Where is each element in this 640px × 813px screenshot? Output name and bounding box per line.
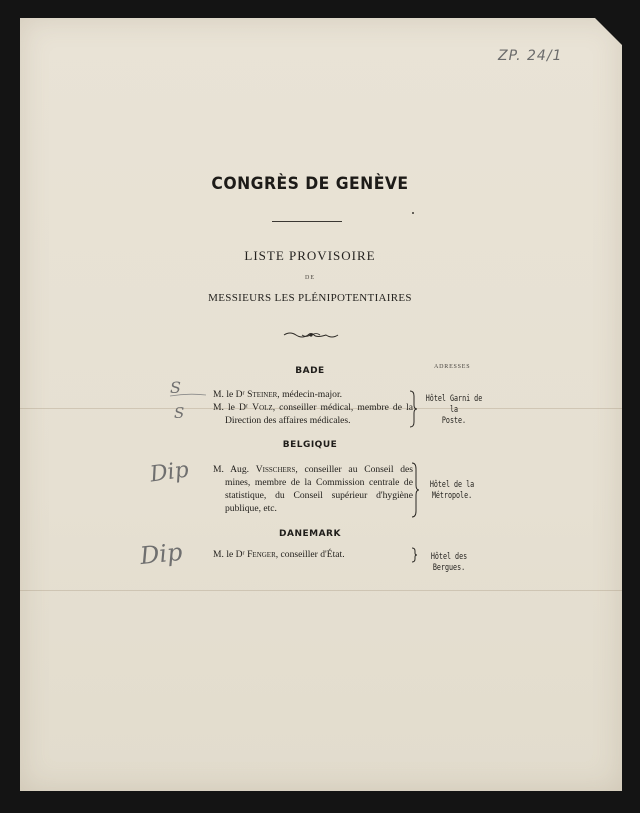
delegation-belgique (213, 463, 413, 515)
member-role: , conseiller médical, membre de la Direction des affaires médicales. (225, 402, 413, 426)
member-role: , médecin-major. (277, 389, 343, 400)
address-bade (422, 393, 486, 426)
delegation-bade (213, 388, 413, 427)
address-line: Hôtel Garni de la (425, 393, 483, 414)
address-danemark (415, 551, 484, 573)
margin-mark-dip: Dip (148, 457, 191, 488)
member-entry (213, 463, 413, 515)
address-belgique (414, 479, 491, 501)
margin-mark-s: S (174, 404, 185, 422)
country-heading-belgique: BELGIQUE (282, 440, 338, 450)
document-subtitle: LISTE PROVISOIRE (244, 248, 376, 263)
country-heading-danemark: DANEMARK (279, 529, 341, 539)
document-title: CONGRÈS DE GENÈVE (211, 174, 409, 194)
title-rule (272, 221, 342, 222)
member-name: Steiner (247, 389, 278, 400)
member-name: Visschers (255, 464, 296, 475)
member-entry (213, 548, 413, 561)
member-prefix: M. Aug. (213, 464, 250, 475)
margin-mark-dip: Dip (138, 537, 184, 571)
member-role: , conseiller au Conseil des mines, membre de la Commission centrale de statistique, du Conseil supérieur d'hygiène publique, etc. (225, 464, 413, 514)
addresses-header: ADRESSES (434, 364, 471, 370)
fold-line (20, 590, 622, 591)
member-prefix: M. le Dʳ (213, 549, 245, 560)
document-subtitle-2: MESSIEURS LES PLÉNIPOTENTIAIRES (208, 292, 412, 304)
ink-dot (412, 212, 414, 214)
member-entry (213, 401, 413, 427)
member-name: Volz (252, 402, 273, 413)
member-entry (213, 388, 413, 401)
address-line: Hôtel de la Métropole. (429, 479, 475, 500)
address-line: Poste. (441, 415, 467, 425)
shelfmark-annotation: ZP. 24/1 (498, 48, 563, 64)
address-line: Hôtel des Bergues. (430, 551, 468, 572)
member-prefix: M. le Dʳ (213, 389, 245, 400)
country-heading-bade: BADE (295, 366, 325, 376)
member-prefix: M. le Dʳ (213, 402, 249, 413)
ornament-flourish-icon (282, 330, 340, 340)
subtitle-connector: DE (305, 275, 315, 281)
right-brace-icon (408, 390, 418, 428)
delegation-danemark (213, 548, 413, 561)
member-role: , conseiller d'État. (275, 549, 345, 560)
margin-mark-s: S (170, 378, 181, 397)
member-name: Fenger (247, 549, 276, 560)
